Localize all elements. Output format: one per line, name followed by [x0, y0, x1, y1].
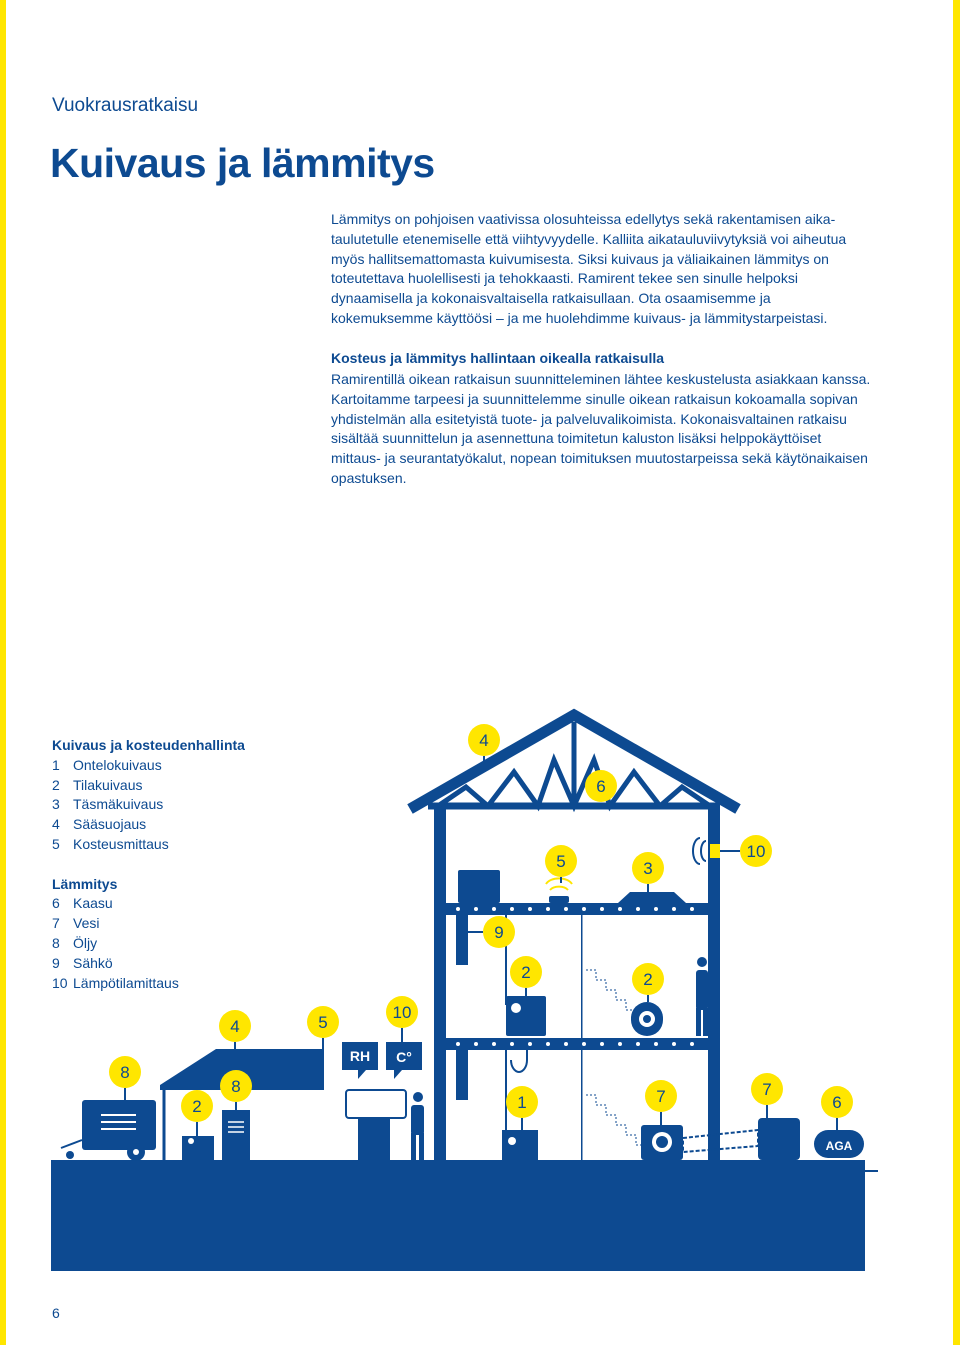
measurement-device — [346, 1090, 406, 1118]
legend-label: Täsmäkuivaus — [73, 796, 164, 813]
marker-8-shed — [220, 1070, 252, 1110]
temp-sensor-wave-icon — [693, 838, 700, 864]
marker-number: 2 — [643, 970, 653, 989]
marker-7-indoor — [645, 1080, 677, 1125]
marker-number: 3 — [643, 859, 653, 878]
marker-number: 9 — [494, 923, 504, 942]
marker-10-sensor — [720, 835, 772, 867]
legend-label: Öljy — [73, 934, 98, 951]
marker-number: 7 — [656, 1087, 666, 1106]
trailer-hitch — [61, 1140, 82, 1148]
legend-label: Vesi — [73, 915, 100, 932]
spot-dryer — [618, 892, 686, 903]
tank-label: AGA — [825, 1139, 853, 1153]
legend-title-drying: Kuivaus ja kosteudenhallinta — [52, 737, 245, 753]
legend-number: 9 — [52, 954, 60, 971]
heater-unit — [458, 870, 500, 903]
fan-icon — [511, 1003, 521, 1013]
legend-label: Tilakuivaus — [73, 776, 143, 793]
marker-7-outdoor — [751, 1073, 783, 1118]
marker-number: 8 — [120, 1063, 130, 1082]
intro-paragraph: Lämmitys on pohjoisen vaativissa olosuhteissa edellytys sekä rakentamisen aika-taulutetulle etenemiselle että viihtyvyydelle. Kalliita aikatauluviivytyksiä voi aiheutua myös hallitsemattomasta kuivumisesta. Siksi kuivaus ja väliaikainen lämmitys on toteutettava huolellisesti ja tehokkaasti. Ramirent tekee sen sinulle helpoksi dynaamisella ja kokonaisvaltaisella ratkaisullaan. Ota osaamisemme ja kokemuksemme käyttöösi – ja me huolehdimme kuivaus- ja lämmitystarpeistasi. — [331, 211, 847, 326]
marker-number: 6 — [596, 777, 606, 796]
cavity-dryer — [502, 1130, 538, 1160]
room-dryer — [506, 996, 546, 1036]
stairs — [586, 970, 646, 1155]
marker-10-outdoor — [386, 996, 418, 1042]
gas-heater — [758, 1118, 800, 1160]
section-label: Vuokrausratkaisu — [52, 95, 199, 116]
legend-label: Kaasu — [73, 895, 113, 912]
marker-5 — [545, 845, 577, 883]
page-number: 6 — [52, 1305, 60, 1321]
legend-number: 7 — [52, 915, 60, 932]
temp-label: C° — [396, 1049, 412, 1065]
room-dryer-small — [182, 1136, 214, 1160]
marker-number: 10 — [746, 842, 766, 861]
marker-number: 10 — [392, 1003, 412, 1022]
marker-6-tank — [821, 1086, 853, 1130]
fan-icon — [508, 1137, 516, 1145]
marker-number: 5 — [318, 1013, 328, 1032]
legend-label: Lämpötilamittaus — [73, 974, 179, 991]
legend-label: Sähkö — [73, 954, 113, 971]
temp-sensor-wave-icon — [701, 841, 706, 861]
roof-truss — [410, 715, 738, 809]
legend-number: 8 — [52, 934, 60, 951]
sensor-wave-icon — [550, 887, 568, 890]
legend-number: 2 — [52, 776, 60, 793]
legend-title-heating: Lämmitys — [52, 875, 118, 892]
marker-2-shed — [181, 1090, 213, 1136]
rh-label: RH — [349, 1048, 371, 1064]
worker-figure — [696, 957, 708, 1036]
legend-label: Sääsuojaus — [73, 816, 147, 833]
marker-number: 2 — [521, 963, 531, 982]
moisture-sensor — [549, 896, 569, 903]
marker-number: 6 — [832, 1093, 842, 1112]
legend-label: Kosteusmittaus — [73, 835, 169, 852]
marker-9 — [468, 916, 515, 948]
legend-number: 4 — [52, 816, 60, 833]
section-paragraph: Ramirentillä oikean ratkaisun suunnitteleminen lähtee keskustelusta asiakkaan kanssa. Kartoitamme tarpeesi ja suunnittelemme sinulle oikean ratkaisun kokoamalla sopivan yhdistelmän alla esitetyistä tuote- ja palveluvalikoimista. Kokonaisvaltainen ratkaisu sisältää suunnittelun ja asennettuna toimitetun kaluston lisäksi helppokäyttöiset mittaus- ja seurantatyökalut, nopean toimituksen muutostarpeissa sekä käytönaikaisen opastuksen. — [331, 371, 871, 486]
marker-number: 5 — [556, 852, 566, 871]
legend-label: Ontelokuivaus — [73, 756, 162, 773]
marker-number: 4 — [479, 731, 489, 750]
marker-2-middle-right — [632, 963, 664, 1002]
person-figure — [411, 1092, 424, 1160]
section-heading: Kosteus ja lämmitys hallintaan oikealla ratkaisulla — [331, 350, 665, 366]
marker-1 — [506, 1086, 538, 1130]
oil-heater-tank — [222, 1110, 250, 1160]
measurement-stand — [358, 1118, 390, 1160]
legend-number: 6 — [52, 895, 60, 912]
marker-number: 1 — [517, 1093, 527, 1112]
marker-number: 7 — [762, 1080, 772, 1099]
ground — [51, 1160, 865, 1271]
temp-sensor — [710, 844, 720, 858]
marker-2-middle-left — [510, 956, 542, 996]
page-title: Kuivaus ja lämmitys — [50, 140, 435, 186]
marker-6-roof — [585, 770, 617, 802]
marker-number: 4 — [230, 1017, 240, 1036]
wheel — [66, 1151, 74, 1159]
marker-8-trailer — [109, 1056, 141, 1100]
page — [6, 0, 953, 1345]
house-frame — [434, 808, 720, 1160]
marker-3 — [632, 852, 664, 892]
marker-number: 8 — [231, 1077, 241, 1096]
legend-number: 3 — [52, 796, 60, 813]
building-illustration — [6, 700, 953, 1280]
electric-heater-duct — [456, 915, 468, 1100]
duct — [683, 1130, 758, 1152]
oil-heater-trailer — [82, 1100, 156, 1150]
marker-4-shed — [219, 1010, 251, 1049]
legend-number: 5 — [52, 835, 60, 852]
marker-number: 2 — [192, 1097, 202, 1116]
legend-number: 10 — [52, 974, 68, 991]
marker-5-outdoor — [307, 1006, 339, 1050]
sensor-wave-icon — [546, 878, 572, 884]
legend-number: 1 — [52, 756, 60, 773]
